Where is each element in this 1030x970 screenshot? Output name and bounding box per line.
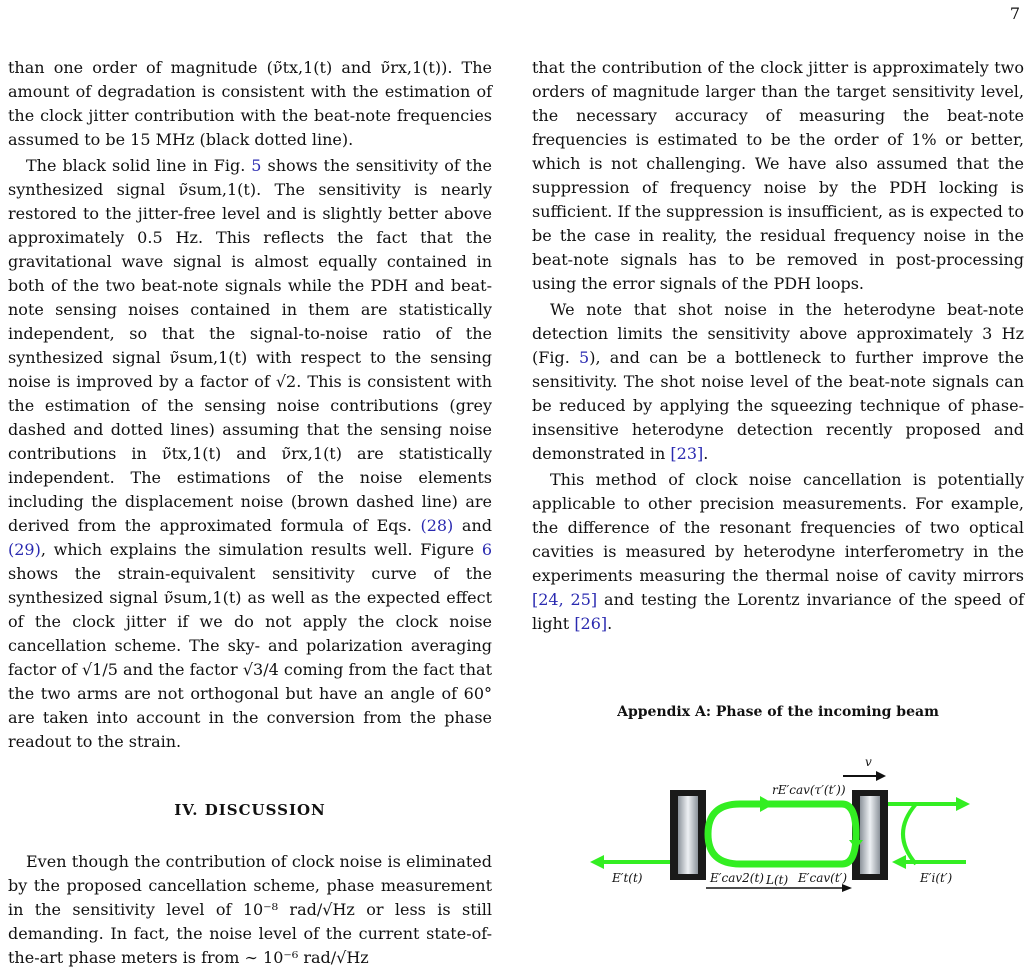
text-span: ), and can be a bottleneck to further improve the sensitivity. The shot noise level of the beat-note signals can be reduced by applying the squeezing technique of phase-insensitive heterodyne detection recently proposed and demonstrated in: [532, 348, 1024, 463]
cavity-field-2-label: E′cav2(t): [710, 871, 764, 885]
figure-5-link[interactable]: 5: [251, 156, 262, 175]
text-span: The black solid line in Fig.: [26, 156, 246, 175]
loop-arrow-top: [760, 796, 774, 812]
reflection-arc: [903, 804, 916, 864]
reference-23-link[interactable]: [23]: [670, 444, 704, 463]
page-number: 7: [1009, 4, 1020, 23]
reference-24-25-link[interactable]: [24, 25]: [532, 590, 598, 609]
right-mirror-coating: [860, 796, 880, 874]
transmitted-field-label: E′t(t): [612, 871, 643, 885]
velocity-label: v: [865, 755, 872, 769]
text-span: We note that shot noise in the heterodyne beat-note detection limits the sensitivity above approximately 3 Hz (Fig.: [532, 300, 1024, 367]
outgoing-right-arrowhead: [956, 797, 970, 811]
length-label: L(t): [766, 873, 789, 887]
left-paragraph-1: than one order of magnitude (ν̃tx,1(t) and ν̃rx,1(t)). The amount of degradation is consistent with the estimation of the clock jitter contribution with the beat-note frequencies assumed to be 15 MHz (black dotted line).: [8, 58, 492, 149]
text-span: shows the strain-equivalent sensitivity curve of the synthesized signal ν̃sum,1(t) as well as the expected effect of the clock jitter if we do not apply the clock noise cancellation scheme. The sky- and polarization averaging factor of √1/5 and the factor √3/4 coming from the fact that the two arms are not orthogonal but have an angle of 60° are taken into account in the conversion from the phase readout to the strain.: [8, 564, 492, 751]
velocity-arrowhead: [876, 771, 886, 781]
right-paragraph-1: that the contribution of the clock jitter is approximately two orders of magnitude larger than the target sensitivity level, the necessary accuracy of measuring the beat-note frequencies is estimated to be the order of 1% or better, which is not challenging. We have also assumed that the suppression of frequency noise by the PDH locking is sufficient. If the suppression is insufficient, as is expected to be the case in reality, the residual frequency noise in the beat-note signals has to be removed in post-processing using the error signals of the PDH loops.: [532, 58, 1024, 293]
reference-26-link[interactable]: [26]: [574, 614, 608, 633]
figure-5-link[interactable]: 5: [579, 348, 590, 367]
figure-6-link[interactable]: 6: [481, 540, 492, 559]
transmitted-beam-arrowhead: [590, 855, 604, 869]
left-paragraph-3: Even though the contribution of clock noise is eliminated by the proposed cancellation scheme, phase measurement in the sensitivity level of 10⁻⁸ rad/√Hz or less is still demanding. In fact, the noise level of the current state-of-the-art phase meters is from ∼ 10⁻⁶ rad/√Hz: [8, 852, 492, 967]
text-span: .: [703, 444, 709, 463]
cavity-diagram: [560, 748, 1020, 898]
text-span: , which explains the simulation results well. Figure: [40, 540, 475, 559]
text-span: This method of clock noise cancellation is potentially applicable to other precision measurements. For example, the difference of the resonant frequencies of two optical cavities is measured by heterodyne interferometry in the experiments measuring the thermal noise of cavity mirrors: [532, 470, 1024, 585]
incoming-beam-arrowhead: [892, 855, 906, 869]
cavity-beam-figure: [560, 748, 1020, 898]
incident-field-label: E′i(t′): [920, 871, 953, 885]
length-arrowhead: [842, 884, 852, 892]
left-paragraph-2: [8, 154, 492, 754]
cavity-field-label: E′cav(t′): [798, 871, 848, 885]
right-paragraph-3: [532, 468, 1024, 636]
appendix-heading: Appendix A: Phase of the incoming beam: [617, 704, 939, 720]
right-column: [532, 56, 1024, 724]
text-span: shows the sensitivity of the synthesized signal ν̃sum,1(t). The sensitivity is nearly restored to the jitter-free level and is slightly better above approximately 0.5 Hz. This reflects the fact that the gravitational wave signal is almost equally contained in both of the two beat-note signals while the PDH and beat-note sensing noises contained in them are statistically independent, so that the signal-to-noise ratio of the synthesized signal ν̃sum,1(t) with respect to the sensing noise is improved by a factor of √2. This is consistent with the estimation of the sensing noise contributions (grey dashed and dotted lines) assuming that the sensing noise contributions in ν̃tx,1(t) and ν̃rx,1(t) are statistically independent. The estimations of the noise elements including the displacement noise (brown dashed line) are derived from the approximated formula of Eqs.: [8, 156, 492, 535]
text-span: and testing the Lorentz invariance of the speed of light: [532, 590, 1025, 633]
reflected-field-label: rE′cav(τ′(t′)): [772, 783, 846, 797]
left-column: [8, 56, 492, 970]
left-mirror-coating: [678, 796, 698, 874]
equation-28-link[interactable]: (28): [420, 516, 454, 535]
equation-29-link[interactable]: (29): [8, 540, 41, 559]
text-span: and: [461, 516, 492, 535]
right-paragraph-2: [532, 298, 1024, 466]
intracavity-beam-loop: [708, 804, 856, 864]
text-span: .: [607, 614, 613, 633]
section-heading-discussion: IV. DISCUSSION: [174, 801, 326, 819]
